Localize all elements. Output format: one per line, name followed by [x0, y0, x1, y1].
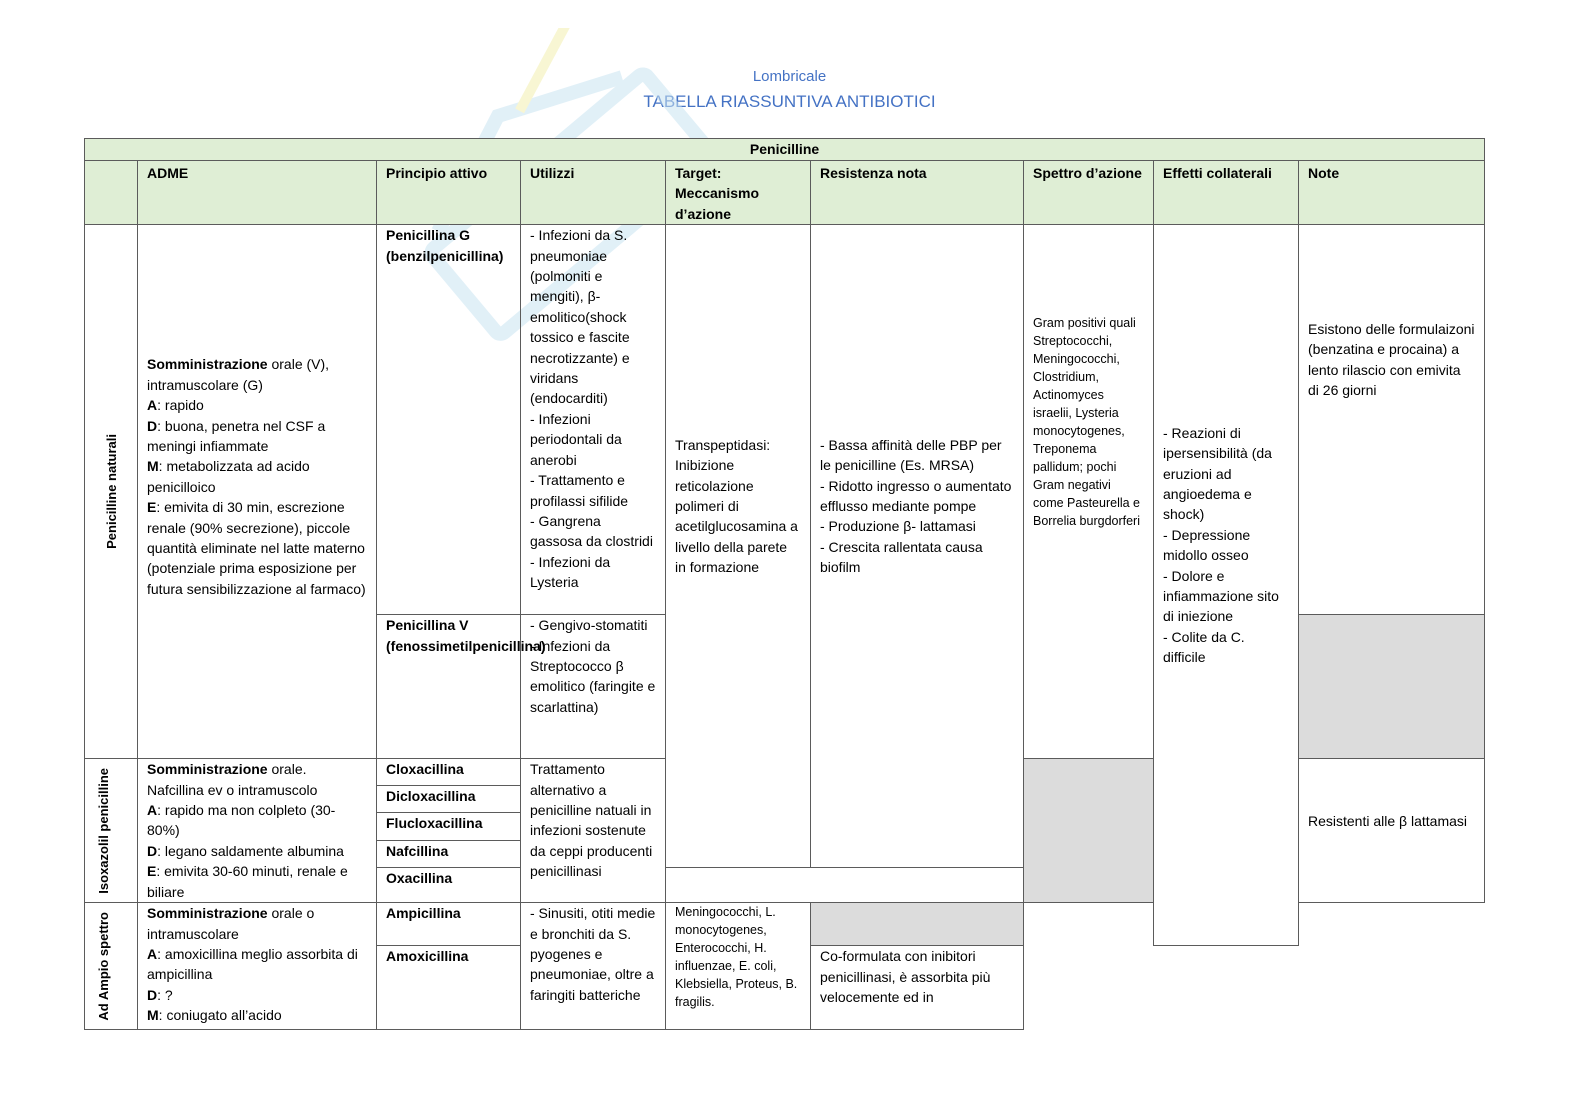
adme-naturali: Somministrazione orale (V), intramuscolare (G) A: rapido D: buona, penetra nel CSF a meningi infiammate M: metabolizzata ad acido penicilloico E: emivita di 30 min, escrezione renale (90% secrezione), piccole quantità eliminate nel latte materno (potenziale prima esposizione per futura sensibilizzazione al farmaco): [138, 225, 377, 759]
table-row: [85, 225, 1485, 615]
col-header-principio: Principio attivo: [377, 161, 521, 225]
drug-dicloxacillina: Dicloxacillina: [377, 786, 521, 813]
adme-key: Somministrazione: [147, 356, 268, 373]
col-header-resistenza: Resistenza nota: [811, 161, 1024, 225]
note-empty: [811, 903, 1024, 946]
adme-key: A: [147, 397, 158, 414]
drug-ampicillina: Ampicillina: [377, 903, 521, 946]
adme-key: M: [147, 458, 159, 475]
antibiotics-table: [84, 138, 1485, 1030]
drug-nafcillina: Nafcillina: [377, 841, 521, 868]
section-title: Penicilline: [85, 139, 1485, 161]
col-header-effetti: Effetti collaterali: [1154, 161, 1299, 225]
drug-penicillina-g: Penicillina G (benzilpenicillina): [377, 225, 521, 615]
note-penicillina-g: Esistono delle formulaizoni (benzatina e procaina) a lento rilascio con emivita di 26 giorni: [1299, 225, 1485, 615]
col-header-utilizzi: Utilizzi: [521, 161, 666, 225]
document-author: Lombricale: [752, 68, 827, 85]
drug-cloxacillina: Cloxacillina: [377, 759, 521, 786]
group-label-ampio-spettro: Ad Ampio spettro: [85, 903, 138, 1030]
spectrum-empty: [1024, 759, 1154, 903]
col-header-note: Note: [1299, 161, 1485, 225]
note-ampio-spettro: Co-formulata con inibitori penicillinasi, è assorbita più velocemente ed in: [811, 946, 1024, 1030]
spectrum-naturali: Gram positivi quali Streptococchi, Meningococchi, Clostridium, Actinomyces israelii, Lysteria monocytogenes, Treponema pallidum; pochi Gram negativi come Pasteurella e Borrelia burgdorferi: [1024, 225, 1154, 759]
col-header-spettro: Spettro d’azione: [1024, 161, 1154, 225]
uses-ampio-spettro: - Sinusiti, otiti medie e bronchiti da S. pyogenes e pneumoniae, oltre a faringiti batteriche: [521, 903, 666, 1030]
known-resistance: - Bassa affinità delle PBP per le penicilline (Es. MRSA) - Ridotto ingresso o aumentato efflusso mediante pompe - Produzione β- lattamasi - Crescita rallentata causa biofilm: [811, 225, 1024, 868]
spectrum-ampio-spettro: Meningococchi, L. monocytogenes, Enterococchi, H. influenzae, E. coli, Klebsiella, Proteus, B. fragilis.: [666, 903, 811, 1030]
uses-isoxazolil: Trattamento alternativo a penicilline natuali in infezioni sostenute da ceppi producenti penicillinasi: [521, 759, 666, 903]
group-label-naturali: Penicilline naturali: [85, 225, 138, 759]
adme-key: E: [147, 499, 157, 516]
drug-amoxicillina: Amoxicillina: [377, 946, 521, 1030]
drug-oxacillina: Oxacillina: [377, 868, 521, 903]
drug-penicillina-v: Penicillina V (fenossimetilpenicillina): [377, 615, 521, 759]
adme-ampio-spettro: Somministrazione orale o intramuscolare A: amoxicillina meglio assorbita di ampicillina D: ? M: coniugato all’acido: [138, 903, 377, 1030]
target-mechanism: Transpeptidasi: Inibizione reticolazione polimeri di acetilglucosamina a livello della parete in formazione: [666, 225, 811, 868]
document-title: TABELLA RIASSUNTIVA ANTIBIOTICI: [643, 92, 936, 111]
column-header-row: [85, 161, 1485, 225]
uses-penicillina-v: - Gengivo-stomatiti - Infezioni da Streptococco β emolitico (faringite e scarlattina): [521, 615, 666, 759]
uses-penicillina-g: - Infezioni da S. pneumoniae (polmoniti e mengiti), β-emolitico(shock tossico e fascite necrotizzante) e viridans (endocarditi) - Infezioni periodontali da anerobi - Trattamento e profilassi sifilide - Gangrena gassosa da clostridi - Infezioni da Lysteria: [521, 225, 666, 615]
adme-key: D: [147, 417, 158, 434]
col-header-target: Target: Meccanismo d’azione: [666, 161, 811, 225]
adme-isoxazolil: Somministrazione orale. Nafcillina ev o intramuscolo A: rapido ma non colpleto (30-80%) D: legano saldamente albumina E: emivita 30-60 minuti, renale e biliare: [138, 759, 377, 903]
drug-flucloxacillina: Flucloxacillina: [377, 813, 521, 841]
group-label-isoxazolil: Isoxazolil penicilline: [85, 759, 138, 903]
note-empty: [1299, 615, 1485, 759]
note-isoxazolil: Resistenti alle β lattamasi: [1299, 759, 1485, 903]
corner-cell: [85, 161, 138, 225]
side-effects: - Reazioni di ipersensibilità (da eruzioni ad angioedema e shock) - Depressione midollo osseo - Dolore e infiammazione sito di iniezione - Colite da C. difficile: [1154, 225, 1299, 946]
col-header-adme: ADME: [138, 161, 377, 225]
